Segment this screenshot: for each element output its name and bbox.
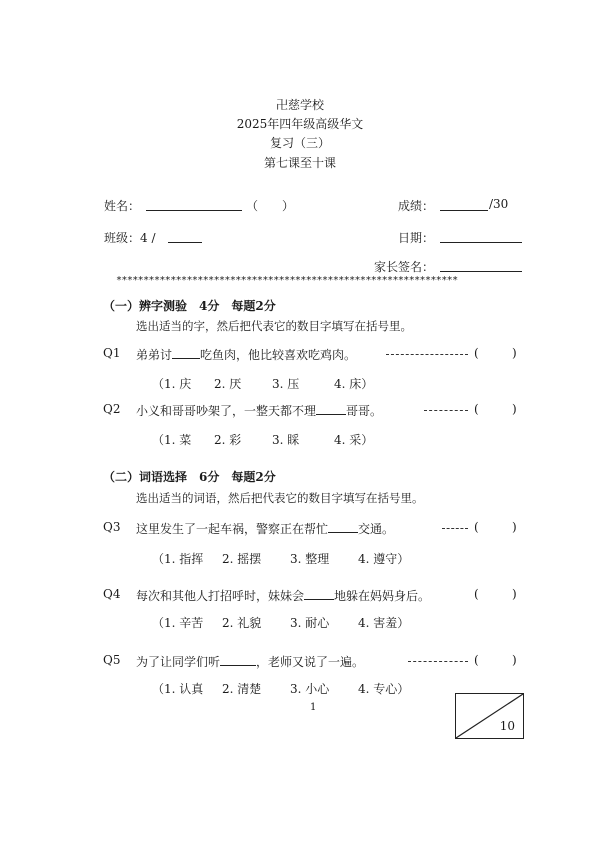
q1-blank [172,347,200,359]
q1-options [152,375,373,392]
q5-option-2: 2. 清楚 [222,682,262,696]
section2-title: （二）词语选择 6分 每题2分 [103,470,276,484]
score-box-total: 10 [499,719,515,733]
page-number: 1 [310,702,317,713]
q4-text-before: 每次和其他人打招呼时，妹妹会 [136,589,305,603]
q4-text [136,587,430,604]
question-q5 [0,653,600,671]
q5-text [136,653,364,670]
q4-option-3: 3. 耐心 [290,616,330,630]
date-field[interactable] [440,242,522,243]
q2-answer-paren-left[interactable]: ( [474,402,479,416]
q3-text [136,520,394,537]
star-divider: *************************************************************** [116,275,458,286]
q2-number: Q2 [103,402,121,416]
q1-text [136,346,356,363]
q2-option-1: （1. 菜 [152,433,192,447]
q5-text-before: 为了让同学们听 [136,655,221,669]
q1-answer-paren-right[interactable]: ) [512,346,517,360]
q5-leader-dots [408,661,468,662]
q4-number: Q4 [103,587,121,601]
q3-text-before: 这里发生了一起车祸，警察正在帮忙 [136,522,329,536]
q3-options [152,550,409,567]
section2-instruction: 选出适当的词语，然后把代表它的数目字填写在括号里。 [136,491,424,505]
q1-number: Q1 [103,346,121,360]
section1-instruction: 选出适当的字，然后把代表它的数目字填写在括号里。 [136,319,412,333]
section-score-box[interactable] [455,693,524,739]
q2-answer-paren-right[interactable]: ) [512,402,517,416]
q1-answer-paren-left[interactable]: ( [474,346,479,360]
q4-blank [304,588,334,600]
section1-title: （一）辨字测验 4分 每题2分 [103,299,276,313]
q5-option-1: （1. 认真 [152,682,204,696]
q1-text-before: 弟弟讨 [136,348,173,362]
q1-text-after: 吃鱼肉，他比较喜欢吃鸡肉。 [200,348,357,362]
question-q2 [0,402,600,420]
q4-option-1: （1. 辛苦 [152,616,204,630]
q2-text-before: 小义和哥哥吵架了，一整天都不理 [136,404,317,418]
q5-blank [220,654,256,666]
score-field[interactable] [440,210,488,211]
q3-option-2: 2. 摇摆 [222,552,262,566]
school-name: 卍慈学校 [275,98,324,112]
q4-options [152,614,409,631]
q2-option-2: 2. 彩 [214,433,242,447]
q1-option-1: （1. 庆 [152,377,192,391]
parent-signature-field[interactable] [440,271,522,272]
q1-option-4: 4. 床） [334,377,374,391]
q1-option-3: 3. 压 [272,377,300,391]
q1-option-2: 2. 厌 [214,377,242,391]
class-field[interactable] [168,242,202,243]
q4-text-after: 地躲在妈妈身后。 [334,589,431,603]
q3-answer-paren-left[interactable]: ( [474,520,479,534]
q4-option-4: 4. 害羞） [358,616,410,630]
review-title: 复习（三） [269,136,330,150]
score-total: /30 [489,197,509,211]
q2-option-4: 4. 采） [334,433,374,447]
date-label: 日期： [398,231,435,245]
q5-answer-paren-right[interactable]: ) [512,653,517,667]
q5-text-after: ，老师又说了一遍。 [256,655,365,669]
name-field[interactable] [146,210,242,211]
name-paren: （ ） [246,199,295,213]
parent-signature-label: 家长签名： [374,260,435,274]
q2-text [136,402,382,419]
q2-option-3: 3. 睬 [272,433,300,447]
q5-option-3: 3. 小心 [290,682,330,696]
q3-text-after: 交通。 [358,522,395,536]
q2-leader-dots [424,410,468,411]
q4-answer-paren-left[interactable]: ( [474,587,479,601]
q5-answer-paren-left[interactable]: ( [474,653,479,667]
q1-leader-dots [386,354,468,355]
q4-answer-paren-right[interactable]: ) [512,587,517,601]
q3-answer-paren-right[interactable]: ) [512,520,517,534]
class-label: 班级：4 / [104,231,156,245]
q2-options [152,431,373,448]
question-q1 [0,346,600,364]
q3-option-1: （1. 指挥 [152,552,204,566]
q5-number: Q5 [103,653,121,667]
score-label: 成绩： [398,199,435,213]
q3-blank [328,521,358,533]
q4-option-2: 2. 礼貌 [222,616,262,630]
q3-leader-dots [442,528,468,529]
q5-options [152,680,409,697]
q2-text-after: 哥哥。 [346,404,383,418]
question-q4 [0,587,600,605]
name-label: 姓名： [104,199,141,213]
lessons-range: 第七课至十课 [263,156,336,170]
exam-subtitle: 2025年四年级高级华文 [236,117,364,131]
q3-number: Q3 [103,520,121,534]
q3-option-4: 4. 遵守） [358,552,410,566]
q3-option-3: 3. 整理 [290,552,330,566]
q5-option-4: 4. 专心） [358,682,410,696]
question-q3 [0,520,600,538]
q2-blank [316,403,346,415]
